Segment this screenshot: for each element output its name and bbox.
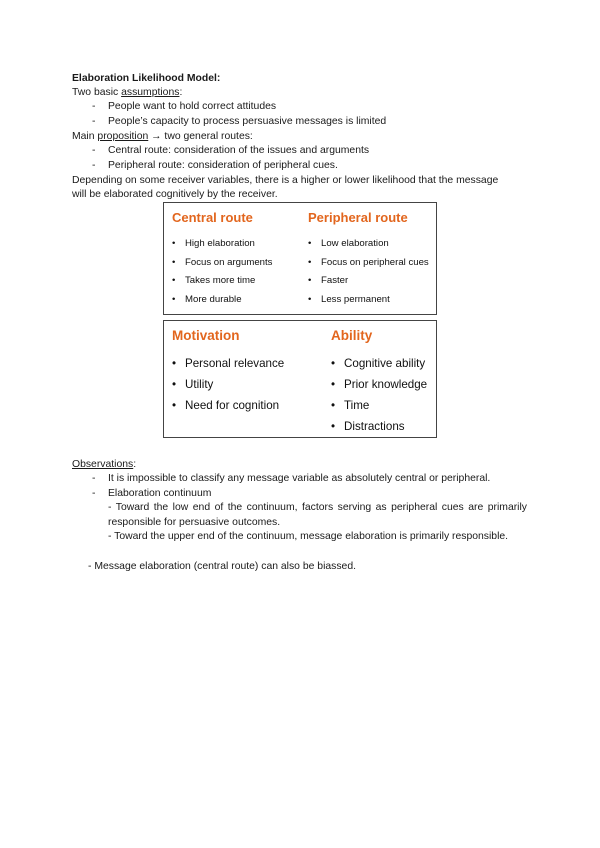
central-route-list — [172, 237, 272, 311]
motivation-title: Motivation — [172, 328, 240, 343]
peripheral-route-list — [308, 237, 429, 311]
list-item: • High elaboration — [172, 237, 272, 256]
dash-marker: - — [92, 473, 96, 484]
heading: Elaboration Likelihood Model: — [72, 73, 221, 84]
list-item: • Focus on peripheral cues — [308, 256, 429, 275]
list-item: • Takes more time — [172, 274, 272, 293]
observations-suffix: : — [133, 459, 137, 470]
peripheral-route-title: Peripheral route — [308, 210, 408, 225]
proposition-prefix: Main — [72, 131, 98, 142]
proposition-suffix: → two general routes: — [148, 131, 253, 142]
proposition-link: proposition — [97, 131, 149, 142]
list-item: • Time — [331, 398, 427, 419]
dash-marker: - — [92, 488, 96, 499]
dash-marker: - — [92, 101, 96, 112]
list-item: • Utility — [172, 377, 284, 398]
proposition-intro — [72, 130, 253, 144]
list-item: • Low elaboration — [308, 237, 429, 256]
dash-marker: - — [92, 145, 96, 156]
central-route-title: Central route — [172, 210, 253, 225]
sub-item: - Toward the low end of the continuum, factors serving as peripheral cues are primarily responsible for persuasive outcomes. — [108, 502, 527, 528]
list-item: • Prior knowledge — [331, 377, 427, 398]
list-item: • Personal relevance — [172, 356, 284, 377]
list-item: • Faster — [308, 274, 429, 293]
list-item: People want to hold correct attitudes — [108, 101, 277, 112]
list-item: • Less permanent — [308, 293, 429, 312]
factors-figure — [163, 320, 437, 438]
list-item: People’s capacity to process persuasive messages is limited — [108, 116, 387, 127]
dash-marker: - — [92, 116, 96, 127]
list-item: • Focus on arguments — [172, 256, 272, 275]
sub-item: - Toward the upper end of the continuum, message elaboration is primarily responsible. — [108, 531, 509, 542]
list-item: Peripheral route: consideration of peripheral cues. — [108, 160, 338, 171]
assumptions-prefix: Two basic — [72, 87, 122, 98]
assumptions-suffix: : — [179, 87, 183, 98]
motivation-list — [172, 356, 284, 419]
routes-figure — [163, 202, 437, 315]
list-item: • Distractions — [331, 419, 427, 440]
list-item: Elaboration continuum — [108, 488, 212, 499]
dash-marker: - — [92, 160, 96, 171]
final-note: - Message elaboration (central route) can also be biassed. — [88, 561, 356, 572]
list-item: It is impossible to classify any message variable as absolutely central or peripheral. — [108, 473, 491, 484]
observations-label: Observations — [72, 459, 134, 470]
receiver-text: will be elaborated cognitively by the receiver. — [72, 189, 278, 200]
list-item: • More durable — [172, 293, 272, 312]
ability-title: Ability — [331, 328, 373, 343]
receiver-text: Depending on some receiver variables, there is a higher or lower likelihood that the message — [72, 175, 499, 186]
list-item: • Need for cognition — [172, 398, 284, 419]
list-item: • Cognitive ability — [331, 356, 427, 377]
assumptions-intro — [72, 86, 182, 100]
assumptions-link: assumptions — [121, 87, 180, 98]
ability-list — [331, 356, 427, 440]
list-item: Central route: consideration of the issues and arguments — [108, 145, 370, 156]
observations-heading — [72, 458, 136, 472]
